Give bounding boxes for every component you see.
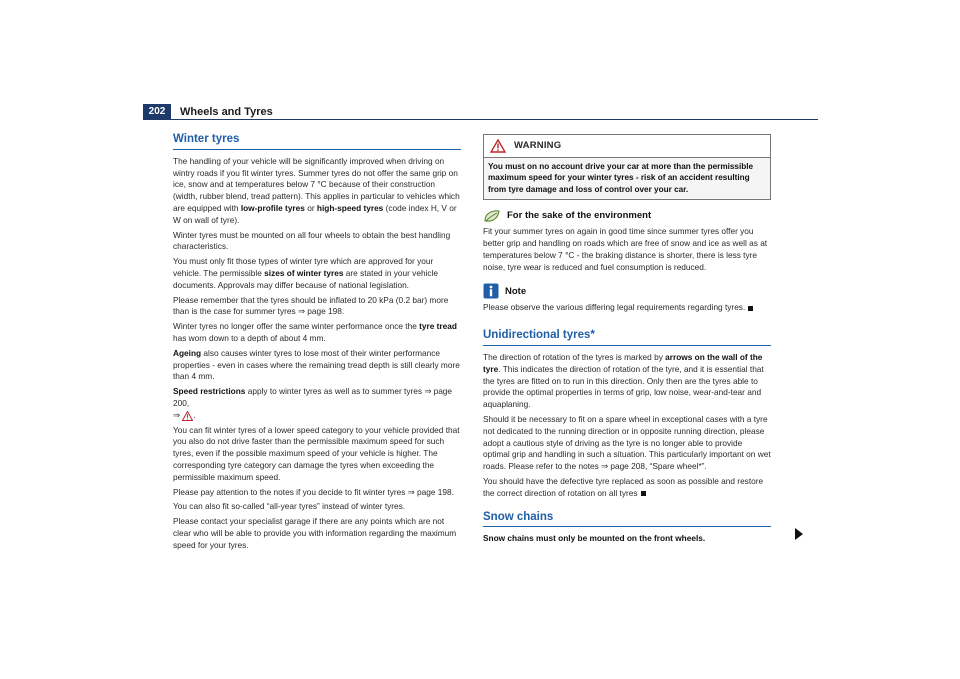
paragraph: You can also fit so-called “all-year tyres” instead of winter tyres. [173,501,406,512]
paragraph: The direction of rotation of the tyres is marked by arrows on the wall of the tyre. This indicates the direction of rotation of the tyre, and it is essential that the tyres are fitted on to run in this direction. Only then are the tyres able to provide the optimal properties in terms of grip, low noise, wear-and-tear and aquaplaning. [483,352,764,410]
next-page-arrow-icon[interactable] [795,528,803,540]
paragraph: You can fit winter tyres of a lower speed category to your vehicle provided that you also do not drive faster than the permissible maximum speed for such tyres, even if the possible maximum speed of your vehicle is higher. The corresponding tyre category can damage the tyres when exceeding the permissible maximum speed. [173,424,460,482]
paragraph: Fit your summer tyres on again in good time since summer tyres offer you better grip and handling on roads which are free of snow and ice as well as at temperatures below 7 °C - the braking distance is shorter, there is less tyre noise, tyre wear is reduced and fuel consumption is reduced. [483,226,768,272]
paragraph: Ageing also causes winter tyres to lose most of their winter performance properties - even in cases where the remaining tread depth is still clearly more than 4 mm. [173,347,460,382]
header-divider [143,119,818,120]
paragraph: Snow chains must only be mounted on the front wheels. [483,533,706,544]
warning-title: WARNING [514,140,562,152]
warning-triangle-icon[interactable] [182,411,193,421]
page-reference-link[interactable]: page 208, “Spare wheel*”. [610,461,707,472]
reference-arrow-icon: ⇒ [173,409,180,420]
end-of-section-icon [641,491,646,496]
note-heading [483,283,771,299]
warning-header [484,135,770,158]
page-number: 202 [143,104,171,120]
environment-leaf-icon [483,209,501,223]
right-column [483,134,771,548]
paragraph: Please contact your specialist garage if there are any points which are not clear who will be able to provide you with information regarding the maximum speed for your tyres. [173,516,457,550]
paragraph: Should it be necessary to fit on a spare wheel in exceptional cases with a tyre not dedicated to the running direction or in opposite running direction, please adopt a cautious style of driving as the tyre is no longer able to provide optimal grip and handling in such a situation. This particularly important on wet roads. Please refer to the notes ⇒ page 208, “Spare wheel*”. [483,413,771,472]
reference-arrow-icon: ⇒ [601,461,609,472]
warning-box [483,134,771,200]
end-of-section-icon [748,306,753,311]
paragraph: You should have the defective tyre replaced as soon as possible and restore the correct direction of rotation on all tyres [483,475,764,498]
reference-arrow-icon: ⇒ [407,486,415,497]
paragraph: Winter tyres no longer offer the same winter performance once the tyre tread has worn down to a depth of about 4 mm. [173,321,457,343]
warning-text: You must on no account drive your car at more than the permissible maximum speed for your winter tyres - risk of an accident resulting from tyre damage and loss of control over your car. [488,162,754,194]
left-column [173,134,461,555]
paragraph: The handling of your vehicle will be significantly improved when driving on wintry roads if you fit winter tyres. Summer tyres do not offer the same grip on ice, snow and at temperatures below 7 °C because of their construction (width, rubber blend, tread pattern). This applies in particular to vehicles which are equipped with low-profile tyres or high-speed tyres (code index H, V or W on wall of tyre). [173,155,460,225]
page-reference-link[interactable]: page 200, [173,386,453,408]
note-info-icon [483,283,499,299]
section-title-winter-tyres: Winter tyres [173,134,461,150]
page-header [143,104,818,120]
section-title-unidirectional: Unidirectional tyres* [483,330,771,346]
paragraph: Speed restrictions apply to winter tyres as well as to summer tyres ⇒ page 200, ⇒ . [173,386,453,420]
reference-arrow-icon: ⇒ [424,386,432,397]
note-title: Note [505,285,527,297]
section-title-snow-chains: Snow chains [483,512,771,528]
paragraph: Please observe the various differing legal requirements regarding tyres. [483,302,771,314]
environment-title: For the sake of the environment [507,210,652,222]
page-reference-link[interactable]: page 198. [417,486,454,497]
paragraph: Winter tyres must be mounted on all four wheels to obtain the best handling characteristics. [173,229,451,252]
reference-arrow-icon: ⇒ [297,306,305,317]
page-reference-link[interactable]: page 198. [307,306,345,317]
chapter-title: Wheels and Tyres [180,106,273,118]
environment-heading [483,209,771,223]
paragraph: Please pay attention to the notes if you decide to fit winter tyres ⇒ page 198. [173,486,454,497]
warning-triangle-icon [490,139,506,153]
paragraph: You must only fit those types of winter tyre which are approved for your vehicle. The permissible sizes of winter tyres are stated in your vehicle documents. Approvals may differ because of national legislation. [173,256,439,290]
paragraph: Please remember that the tyres should be inflated to 20 kPa (0.2 bar) more than is the case for summer tyres ⇒ page 198. [173,294,449,317]
